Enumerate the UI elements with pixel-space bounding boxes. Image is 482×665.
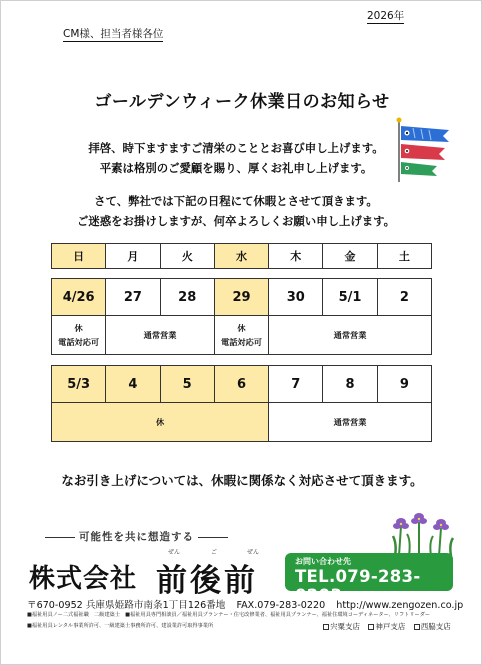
contact-box <box>285 553 453 605</box>
weekday-tue: 火 <box>160 244 214 269</box>
date-cell: 5 <box>160 366 214 403</box>
date-cell: 29 <box>214 279 268 316</box>
services-line-1: ■福祉用具ノー二式福祉職 二級建築士 ■福祉用具専門相談員／福祉用具プランナー・住宅改修業者、福祉用具プランナー、福祉住環境コーディネーター、リフトリーダー <box>27 612 431 618</box>
slogan-rule-left <box>45 537 75 538</box>
closed-label: 休 <box>74 323 83 333</box>
date-cell: 9 <box>377 366 431 403</box>
slogan-text: 可能性を共に想造する <box>79 531 194 543</box>
open-cell: 通常営業 <box>269 316 432 355</box>
company-type: 株式会社 <box>29 564 138 594</box>
phone-label: 電話対応可 <box>221 337 262 347</box>
contact-label: お問い合わせ先 <box>295 557 351 566</box>
branch-item: 西脇支店 <box>414 622 451 631</box>
week-1-table <box>51 278 432 355</box>
ruby-zen-2: ぜん <box>247 549 260 556</box>
checkbox-icon <box>368 624 374 630</box>
weekday-fri: 金 <box>323 244 377 269</box>
company-name: 前後前 <box>156 563 258 599</box>
date-cell: 2 <box>377 279 431 316</box>
website-link[interactable]: http://www.zengozen.co.jp <box>336 600 464 611</box>
checkbox-icon <box>323 624 329 630</box>
address-line <box>27 597 467 611</box>
page-title: ゴールデンウィーク休業日のお知らせ <box>94 92 390 112</box>
date-cell: 7 <box>269 366 323 403</box>
closed-phone-cell <box>214 316 268 355</box>
closed-label: 休 <box>237 323 246 333</box>
weekday-header <box>51 243 432 269</box>
greeting-line-4: ご迷惑をお掛けしますが、何卒よろしくお願い申し上げます。 <box>76 214 396 228</box>
checkbox-icon <box>414 624 420 630</box>
date-cell: 28 <box>160 279 214 316</box>
branch-item: 神戸支店 <box>368 622 405 631</box>
branch-item: 宍粟支店 <box>323 622 360 631</box>
date-cell: 8 <box>323 366 377 403</box>
phone-number[interactable]: TEL.079-283-0203 <box>295 567 421 605</box>
open-cell: 通常営業 <box>269 403 432 442</box>
weekday-wed: 水 <box>214 244 268 269</box>
date-cell: 27 <box>106 279 160 316</box>
branch-list <box>323 621 457 632</box>
pickup-note: なお引き上げについては、休暇に関係なく対応させて頂きます。 <box>61 473 423 488</box>
date-cell: 4/26 <box>52 279 106 316</box>
phone-label: 電話対応可 <box>58 337 100 347</box>
closed-cell: 休 <box>52 403 269 442</box>
closed-phone-cell <box>52 316 106 355</box>
week-2-table <box>51 365 432 442</box>
weekday-sun: 日 <box>52 244 106 269</box>
services-line-2: ■福祉用具レンタル事業所許可、一級建築士事務所許可、建設業許可取得事業所 <box>27 623 214 629</box>
weekday-mon: 月 <box>106 244 160 269</box>
year-label: 2026年 <box>367 10 405 22</box>
slogan-rule-right <box>198 537 228 538</box>
postal-address: 〒670-0952 兵庫県姫路市南条1丁目126番地 <box>27 600 226 611</box>
weekday-sat: 土 <box>377 244 431 269</box>
greeting-line-1: 拝啓、時下ますますご清栄のこととお喜び申し上げます。 <box>88 141 384 155</box>
open-cell: 通常営業 <box>106 316 215 355</box>
date-cell: 4 <box>106 366 160 403</box>
slogan <box>41 529 232 544</box>
ruby-zen: ぜん <box>168 549 181 556</box>
fax-number: FAX.079-283-0220 <box>236 600 326 611</box>
greeting-block-2 <box>1 191 471 231</box>
greeting-line-3: さて、弊社では下記の日程にて休暇とさせて頂きます。 <box>94 194 378 208</box>
date-cell: 30 <box>269 279 323 316</box>
greeting-line-2: 平素は格別のご愛顧を賜り、厚くお礼申し上げます。 <box>99 161 373 175</box>
date-cell: 5/1 <box>323 279 377 316</box>
ruby-go: ご <box>211 549 218 556</box>
recipient-label: CM様、担当者様各位 <box>63 28 164 40</box>
koinobori-icon <box>389 116 461 184</box>
iris-flower-icon <box>389 506 459 556</box>
date-cell: 5/3 <box>52 366 106 403</box>
weekday-thu: 木 <box>269 244 323 269</box>
date-cell: 6 <box>214 366 268 403</box>
